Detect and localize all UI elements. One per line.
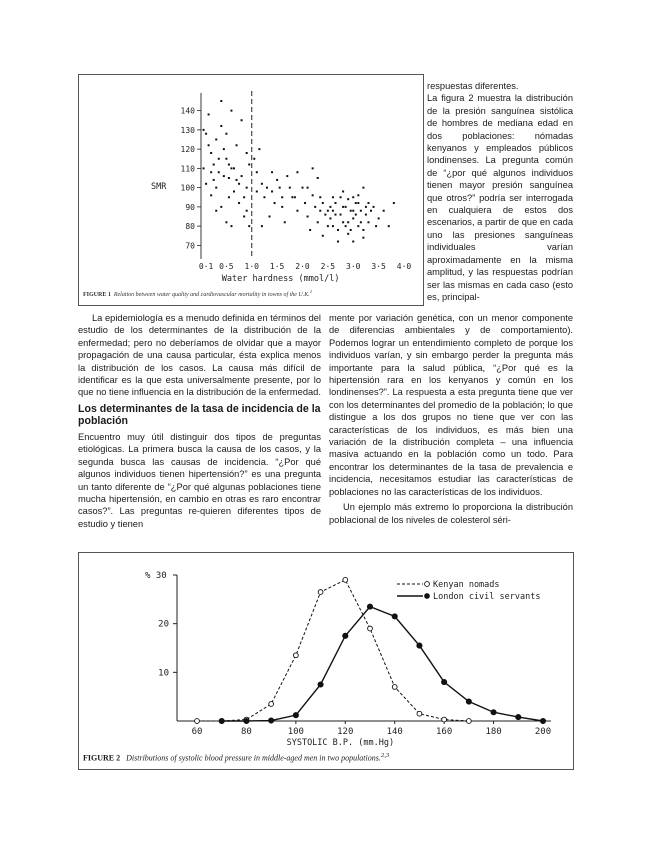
fig1-point	[241, 119, 243, 121]
fig2-series-kenyan-line	[197, 580, 469, 721]
fig2-london-point	[442, 679, 447, 684]
fig1-point	[347, 198, 349, 200]
fig1-point	[203, 167, 205, 169]
fig1-point	[342, 221, 344, 223]
fig1-point	[210, 194, 212, 196]
fig1-point	[253, 158, 255, 160]
fig1-point	[319, 196, 321, 198]
fig2-x-tick-label: 100	[287, 727, 304, 737]
fig1-point	[312, 167, 314, 169]
fig2-london-point	[466, 699, 471, 704]
fig1-point	[350, 210, 352, 212]
fig2-kenyan-point	[269, 702, 274, 707]
fig1-point	[213, 164, 215, 166]
fig1-x-tick-label: 3·0	[346, 262, 361, 271]
fig1-point	[261, 183, 263, 185]
fig1-point	[203, 129, 205, 131]
fig2-london-point	[244, 718, 249, 723]
fig1-point	[225, 221, 227, 223]
figure-2-caption-label: FIGURE 2	[83, 753, 121, 763]
fig1-point	[215, 187, 217, 189]
fig1-y-tick-label: 100	[180, 183, 195, 193]
fig1-point	[230, 110, 232, 112]
fig1-point	[279, 187, 281, 189]
fig1-point	[233, 190, 235, 192]
left-paragraph-2: Encuentro muy útil distinguir dos tipos de preguntas etiológicas. La primera busca la causa de los casos, y la segunda busca las causas de incidencia. “¿Por qué algunos individuos tienen hipertensión?” es una pregunta un tanto diferente de “¿Por qué algunas poblaciones tiene mucha hipertensión, en cambio en otras es raro encontrar casos?”. Las preguntas re-quieren diferentes tipos de estudio y tienen	[78, 432, 321, 529]
fig1-point	[327, 225, 329, 227]
left-column	[78, 312, 321, 530]
fig1-point	[225, 133, 227, 135]
fig1-point	[281, 196, 283, 198]
fig1-point	[296, 210, 298, 212]
fig1-x-tick-label: 2·0	[295, 262, 310, 271]
fig1-point	[329, 217, 331, 219]
fig1-point	[329, 206, 331, 208]
fig1-point	[236, 144, 238, 146]
fig2-legend-label: Kenyan nomads	[433, 580, 500, 590]
fig2-y-tick-label: 20	[158, 619, 169, 630]
fig1-point	[263, 196, 265, 198]
fig1-point	[271, 171, 273, 173]
fig1-x-tick-label: 0·1	[198, 262, 214, 271]
fig1-point	[220, 100, 222, 102]
fig1-point	[360, 221, 362, 223]
fig2-x-tick-label: 140	[386, 727, 403, 737]
fig1-x-tick-label: 2·5	[320, 262, 336, 271]
fig1-point	[220, 125, 222, 127]
figure-2-caption	[83, 752, 571, 763]
fig1-point	[241, 175, 243, 177]
fig2-london-point	[343, 633, 348, 638]
fig2-kenyan-point	[368, 626, 373, 631]
figure-1-caption-label: FIGURE 1	[83, 292, 111, 298]
fig2-kenyan-point	[392, 685, 397, 690]
fig1-point	[352, 210, 354, 212]
fig2-legend-marker	[425, 582, 430, 587]
fig1-point	[383, 210, 385, 212]
fig1-point	[228, 196, 230, 198]
fig1-point	[319, 210, 321, 212]
fig1-point	[352, 241, 354, 243]
fig1-point	[210, 171, 212, 173]
fig1-point	[393, 202, 395, 204]
fig1-point	[322, 202, 324, 204]
figure-2	[78, 552, 574, 770]
fig1-point	[375, 225, 377, 227]
fig1-point	[208, 113, 210, 115]
fig1-point	[367, 221, 369, 223]
fig1-point	[281, 206, 283, 208]
fig1-point	[228, 164, 230, 166]
fig1-point	[218, 158, 220, 160]
fig1-y-label: SMR	[151, 182, 167, 192]
fig1-point	[208, 144, 210, 146]
fig2-x-tick-label: 200	[534, 727, 552, 737]
fig1-point	[286, 175, 288, 177]
fig1-point	[337, 229, 339, 231]
fig1-point	[230, 225, 232, 227]
fig1-point	[243, 216, 245, 218]
fig1-point	[225, 158, 227, 160]
fig1-point	[215, 210, 217, 212]
right-top-lead: respuestas diferentes.	[427, 81, 519, 91]
fig1-point	[342, 190, 344, 192]
fig1-point	[352, 196, 354, 198]
fig1-point	[218, 171, 220, 173]
fig2-london-point	[540, 718, 545, 723]
fig1-point	[220, 206, 222, 208]
fig1-x-tick-label: 1·5	[269, 262, 285, 271]
fig1-point	[307, 216, 309, 218]
fig1-point	[322, 235, 324, 237]
fig1-point	[256, 190, 258, 192]
fig1-y-tick-label: 130	[180, 125, 195, 135]
fig1-point	[236, 179, 238, 181]
fig2-kenyan-point	[195, 719, 200, 724]
fig1-point	[388, 225, 390, 227]
fig1-point	[266, 187, 268, 189]
fig1-point	[347, 221, 349, 223]
fig1-point	[350, 229, 352, 231]
right-top-column	[427, 80, 573, 303]
fig1-point	[352, 217, 354, 219]
fig1-point	[357, 225, 359, 227]
fig1-point	[317, 221, 319, 223]
fig1-y-tick-label: 110	[180, 164, 195, 174]
fig2-x-tick-label: 80	[241, 727, 252, 737]
fig2-london-point	[318, 682, 323, 687]
fig2-x-tick-label: 160	[436, 727, 453, 737]
fig1-point	[365, 214, 367, 216]
fig1-point	[345, 225, 347, 227]
fig1-point	[355, 214, 357, 216]
fig1-point	[340, 196, 342, 198]
fig1-point	[230, 167, 232, 169]
figure-1-caption-text: Relation between water quality and cardiovascular mortality in towns of the U.K.	[113, 292, 310, 298]
fig1-point	[309, 229, 311, 231]
fig1-point	[238, 183, 240, 185]
fig1-x-tick-label: 4·0	[396, 262, 412, 271]
fig2-x-label: SYSTOLIC B.P. (mm.Hg)	[286, 738, 395, 748]
right-column	[329, 312, 573, 526]
fig2-london-point	[516, 715, 521, 720]
fig2-london-point	[367, 604, 372, 609]
fig1-point	[256, 171, 258, 173]
fig2-kenyan-point	[442, 717, 447, 722]
figure-1-caption	[83, 290, 421, 298]
fig1-point	[291, 196, 293, 198]
fig1-y-tick-label: 80	[185, 222, 195, 232]
fig1-point	[243, 196, 245, 198]
fig1-point	[362, 187, 364, 189]
fig2-london-point	[491, 710, 496, 715]
fig1-point	[261, 225, 263, 227]
fig2-kenyan-point	[293, 653, 298, 658]
fig1-point	[248, 225, 250, 227]
fig1-point	[355, 202, 357, 204]
fig1-point	[373, 206, 375, 208]
fig1-point	[334, 202, 336, 204]
fig1-point	[342, 206, 344, 208]
fig1-point	[347, 233, 349, 235]
fig1-point	[332, 210, 334, 212]
section-heading: Los determinantes de la tasa de incidencia de la población	[78, 402, 321, 428]
fig1-x-label: Water hardness (mmol/l)	[221, 274, 340, 284]
fig1-point	[233, 167, 235, 169]
fig1-point	[362, 237, 364, 239]
fig2-legend-label: London civil servants	[433, 592, 541, 602]
fig1-point	[274, 202, 276, 204]
fig1-point	[228, 177, 230, 179]
fig1-point	[276, 179, 278, 181]
fig1-point	[271, 190, 273, 192]
fig1-point	[205, 183, 207, 185]
fig1-point	[357, 194, 359, 196]
fig2-london-point	[269, 718, 274, 723]
fig1-point	[223, 148, 225, 150]
left-paragraph-1: La epidemiología es a menudo definida en términos del estudio de los determinantes de la distribución de la enfermedad; pero no deberíamos de olvidar que a mayor propagación de una causa particular, ésta explica menos la distribución de los casos. La causa más difícil de identificar es la que esta universalmente presente, por lo que no tiene influencia en la distribución de la enfermedad.	[78, 313, 321, 398]
fig1-point	[269, 216, 271, 218]
fig2-kenyan-point	[417, 711, 422, 716]
fig2-kenyan-point	[343, 577, 348, 582]
fig2-y-top-label: % 30	[145, 571, 167, 581]
right-paragraph-1: mente por variación genética, con un menor componente de diferencias ambientales y de comportamiento). Podemos lograr un entendimiento completo de porque los individuos varían, y sin embargo perder la pregunta más importante para la salud pública, “¿Por qué es la hipertensión rara en los kenyanos y común en los londinenses?”. La respuesta a esta pregunta tiene que ver con los determinantes del promedio de la población; lo que distingue a los dos grupos no tiene que ver con las características de los individuos, es más bien una variación de la distribución completa – una influencia masiva actuando en la población como un todo. Para encontrar los determinantes de la tasa de prevalencia e incidencia, necesitamos estudiar las características de poblaciones no las características de los individuos.	[329, 313, 573, 497]
fig2-london-point	[293, 713, 298, 718]
fig1-point	[337, 241, 339, 243]
fig1-y-tick-label: 70	[185, 241, 195, 251]
fig2-legend-marker	[425, 594, 430, 599]
fig1-point	[378, 217, 380, 219]
fig1-point	[223, 175, 225, 177]
figure-1	[78, 74, 424, 306]
fig1-y-tick-label: 140	[180, 106, 195, 116]
fig1-point	[332, 196, 334, 198]
fig1-point	[327, 210, 329, 212]
fig1-point	[296, 171, 298, 173]
figure-2-line-chart	[79, 553, 575, 771]
fig1-point	[302, 187, 304, 189]
right-top-paragraph: La figura 2 muestra la distribución de la presión sanguínea sistólica de hombres de mediana edad en dos poblaciones: nómadas kenyanos y empleados públicos londinenses. La pregunta común de “¿por qué algunos individuos tienen mayor presión sanguínea que otros?” podría ser interrogada en cualquiera de estos dos escenarios, a partir de que en cada uno las presiones sanguíneas individuales varían aproximadamente en la misma amplitud, y las respuestas podrían ser las mismas en cada caso (esto es, principal-	[427, 93, 573, 302]
fig1-point	[246, 187, 248, 189]
fig2-london-point	[392, 614, 397, 619]
fig2-x-tick-label: 120	[337, 727, 354, 737]
figure-2-caption-text: Distributions of systolic blood pressure in middle-aged men in two populations.	[126, 753, 381, 763]
fig1-point	[304, 202, 306, 204]
fig2-london-point	[219, 718, 224, 723]
fig1-point	[248, 164, 250, 166]
fig1-point	[307, 187, 309, 189]
fig1-point	[238, 202, 240, 204]
fig1-x-tick-label: 1·0	[244, 262, 259, 271]
figure-1-scatter-plot	[79, 75, 425, 307]
fig1-point	[314, 206, 316, 208]
fig2-kenyan-point	[318, 590, 323, 595]
fig1-point	[312, 194, 314, 196]
fig1-y-tick-label: 90	[185, 202, 195, 212]
fig1-point	[332, 225, 334, 227]
fig1-point	[365, 206, 367, 208]
fig1-y-tick-label: 120	[180, 145, 195, 155]
fig1-x-tick-label: 0·5	[219, 262, 234, 271]
fig1-point	[360, 210, 362, 212]
fig2-y-tick-label: 10	[158, 668, 169, 679]
fig1-point	[258, 148, 260, 150]
fig2-kenyan-point	[466, 719, 471, 724]
fig2-x-tick-label: 180	[485, 727, 502, 737]
fig2-x-tick-label: 60	[191, 727, 203, 737]
fig1-point	[215, 139, 217, 141]
fig1-point	[289, 187, 291, 189]
fig1-point	[345, 206, 347, 208]
fig1-point	[246, 152, 248, 154]
fig1-point	[367, 202, 369, 204]
fig1-x-tick-label: 3·5	[371, 262, 386, 271]
fig1-point	[340, 214, 342, 216]
fig1-point	[317, 177, 319, 179]
figure-2-caption-ref: 2,3	[380, 752, 390, 759]
fig2-london-point	[417, 643, 422, 648]
fig1-point	[324, 214, 326, 216]
fig1-point	[357, 202, 359, 204]
fig1-point	[370, 210, 372, 212]
fig1-point	[284, 221, 286, 223]
fig1-point	[334, 214, 336, 216]
fig1-point	[362, 229, 364, 231]
right-paragraph-2: Un ejemplo más extremo lo proporciona la distribución poblacional de los niveles de colesterol séri-	[329, 502, 573, 525]
fig1-point	[294, 196, 296, 198]
fig1-point	[213, 179, 215, 181]
fig1-point	[210, 152, 212, 154]
fig1-point	[205, 133, 207, 135]
figure-1-caption-ref: 1	[309, 290, 313, 295]
fig1-point	[246, 210, 248, 212]
